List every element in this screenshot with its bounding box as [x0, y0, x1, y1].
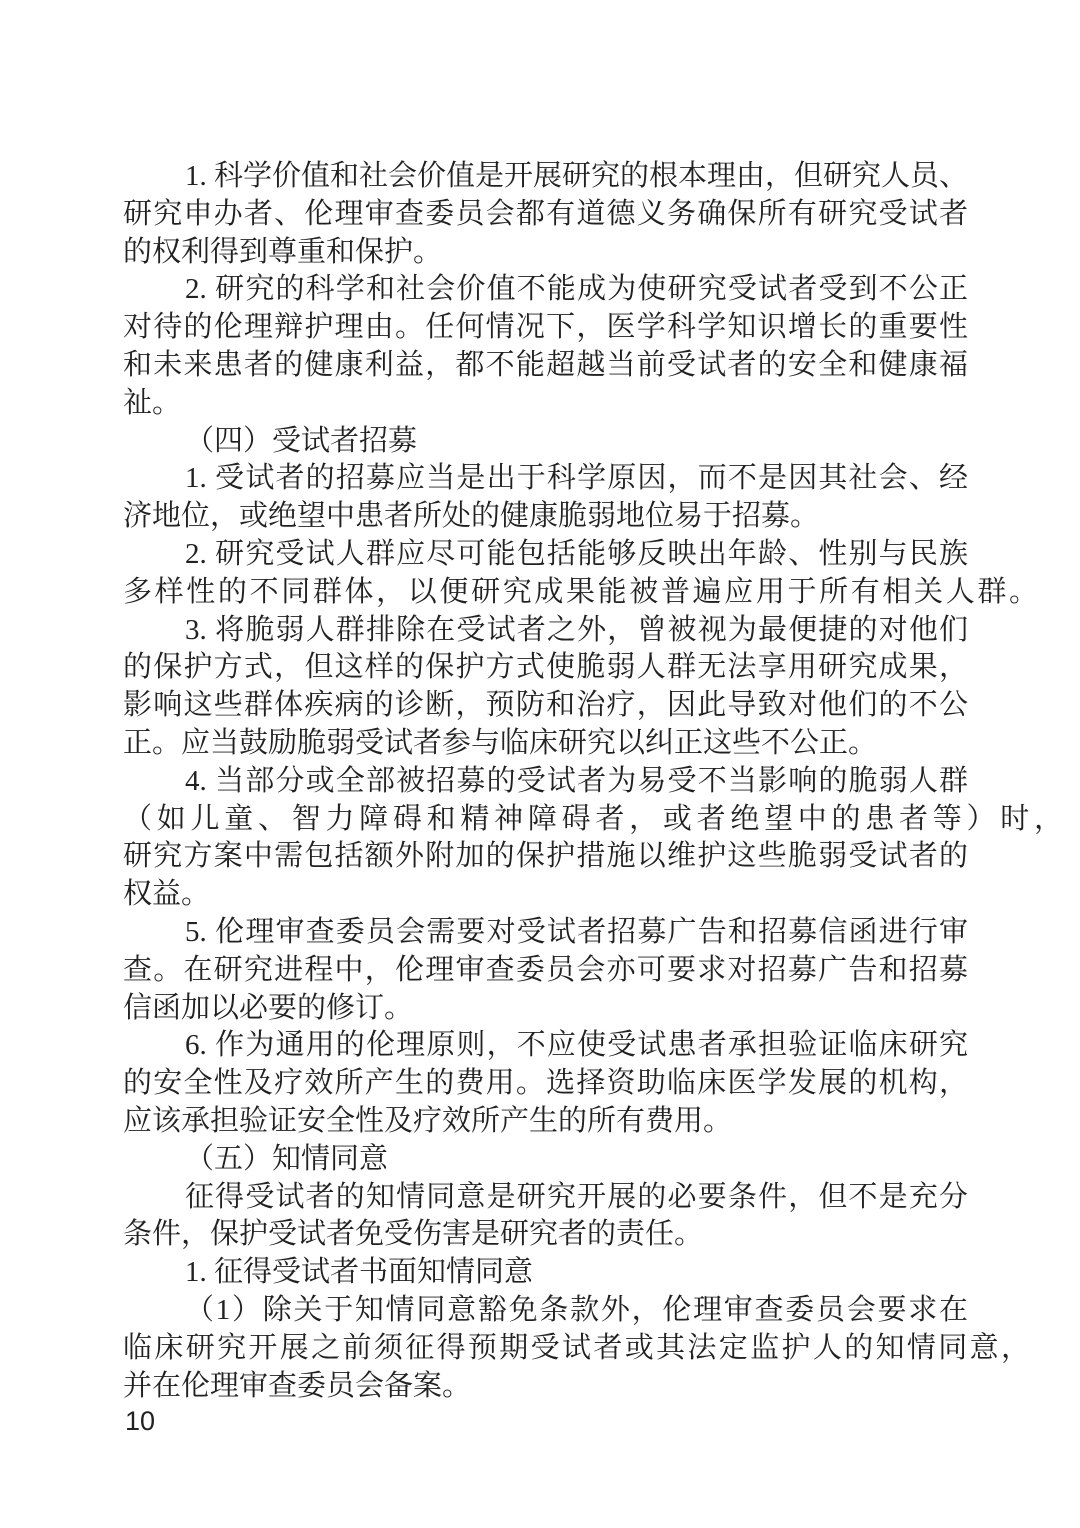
text-line: （1）除关于知情同意豁免条款外，伦理审查委员会要求在 — [185, 1293, 968, 1326]
text-block — [123, 158, 1063, 1405]
text-line: 6. 作为通用的伦理原则，不应使受试患者承担验证临床研究 — [185, 1029, 968, 1062]
text-line: （五）知情同意 — [185, 1142, 389, 1175]
text-line: 祉。 — [123, 386, 182, 419]
text-line: 条件，保护受试者免受伤害是研究者的责任。 — [123, 1218, 704, 1251]
text-line: 1. 科学价值和社会价值是开展研究的根本理由，但研究人员、 — [185, 160, 969, 192]
text-line: 临床研究开展之前须征得预期受试者或其法定监护人的知情同意， — [123, 1331, 1030, 1364]
text-line: 应该承担验证安全性及疗效所产生的所有费用。 — [123, 1104, 733, 1137]
text-line: 权益。 — [123, 878, 211, 911]
text-line: 并在伦理审查委员会备案。 — [123, 1369, 472, 1402]
page-number: 10 — [125, 1406, 156, 1436]
text-line: 济地位，或绝望中患者所处的健康脆弱地位易于招募。 — [123, 500, 820, 533]
text-line: 查。在研究进程中，伦理审查委员会亦可要求对招募广告和招募 — [123, 953, 968, 986]
text-line: 4. 当部分或全部被招募的受试者为易受不当影响的脆弱人群 — [185, 764, 968, 797]
text-line: 1. 受试者的招募应当是出于科学原因，而不是因其社会、经 — [185, 462, 968, 495]
text-line: 的保护方式，但这样的保护方式使脆弱人群无法享用研究成果， — [123, 651, 968, 684]
text-line: 信函加以必要的修订。 — [123, 991, 414, 1024]
text-line: 的权利得到尊重和保护。 — [123, 235, 443, 268]
text-line: 2. 研究受试人群应尽可能包括能够反映出年龄、性别与民族 — [185, 537, 968, 570]
text-line: 5. 伦理审查委员会需要对受试者招募广告和招募信函进行审 — [185, 915, 968, 948]
text-line: 征得受试者的知情同意是研究开展的必要条件，但不是充分 — [185, 1180, 968, 1213]
text-line: （如儿童、智力障碍和精神障碍者，或者绝望中的患者等）时， — [123, 802, 1063, 835]
text-line: 影响这些群体疾病的诊断，预防和治疗，因此导致对他们的不公 — [123, 689, 968, 722]
text-line: 多样性的不同群体，以便研究成果能被普遍应用于所有相关人群。 — [123, 575, 1038, 608]
text-line: 3. 将脆弱人群排除在受试者之外，曾被视为最便捷的对他们 — [185, 613, 968, 646]
text-line: （四）受试者招募 — [185, 424, 418, 457]
text-line: 2. 研究的科学和社会价值不能成为使研究受试者受到不公正 — [185, 273, 968, 306]
text-line: 1. 征得受试者书面知情同意 — [185, 1256, 534, 1289]
text-line: 和未来患者的健康利益，都不能超越当前受试者的安全和健康福 — [123, 348, 968, 381]
text-line: 研究方案中需包括额外附加的保护措施以维护这些脆弱受试者的 — [123, 840, 968, 873]
text-line: 的安全性及疗效所产生的费用。选择资助临床医学发展的机构， — [123, 1067, 968, 1100]
text-line: 研究申办者、伦理审查委员会都有道德义务确保所有研究受试者 — [123, 197, 968, 230]
text-line: 正。应当鼓励脆弱受试者参与临床研究以纠正这些不公正。 — [123, 726, 878, 759]
text-line: 对待的伦理辩护理由。任何情况下，医学科学知识增长的重要性 — [123, 311, 968, 344]
